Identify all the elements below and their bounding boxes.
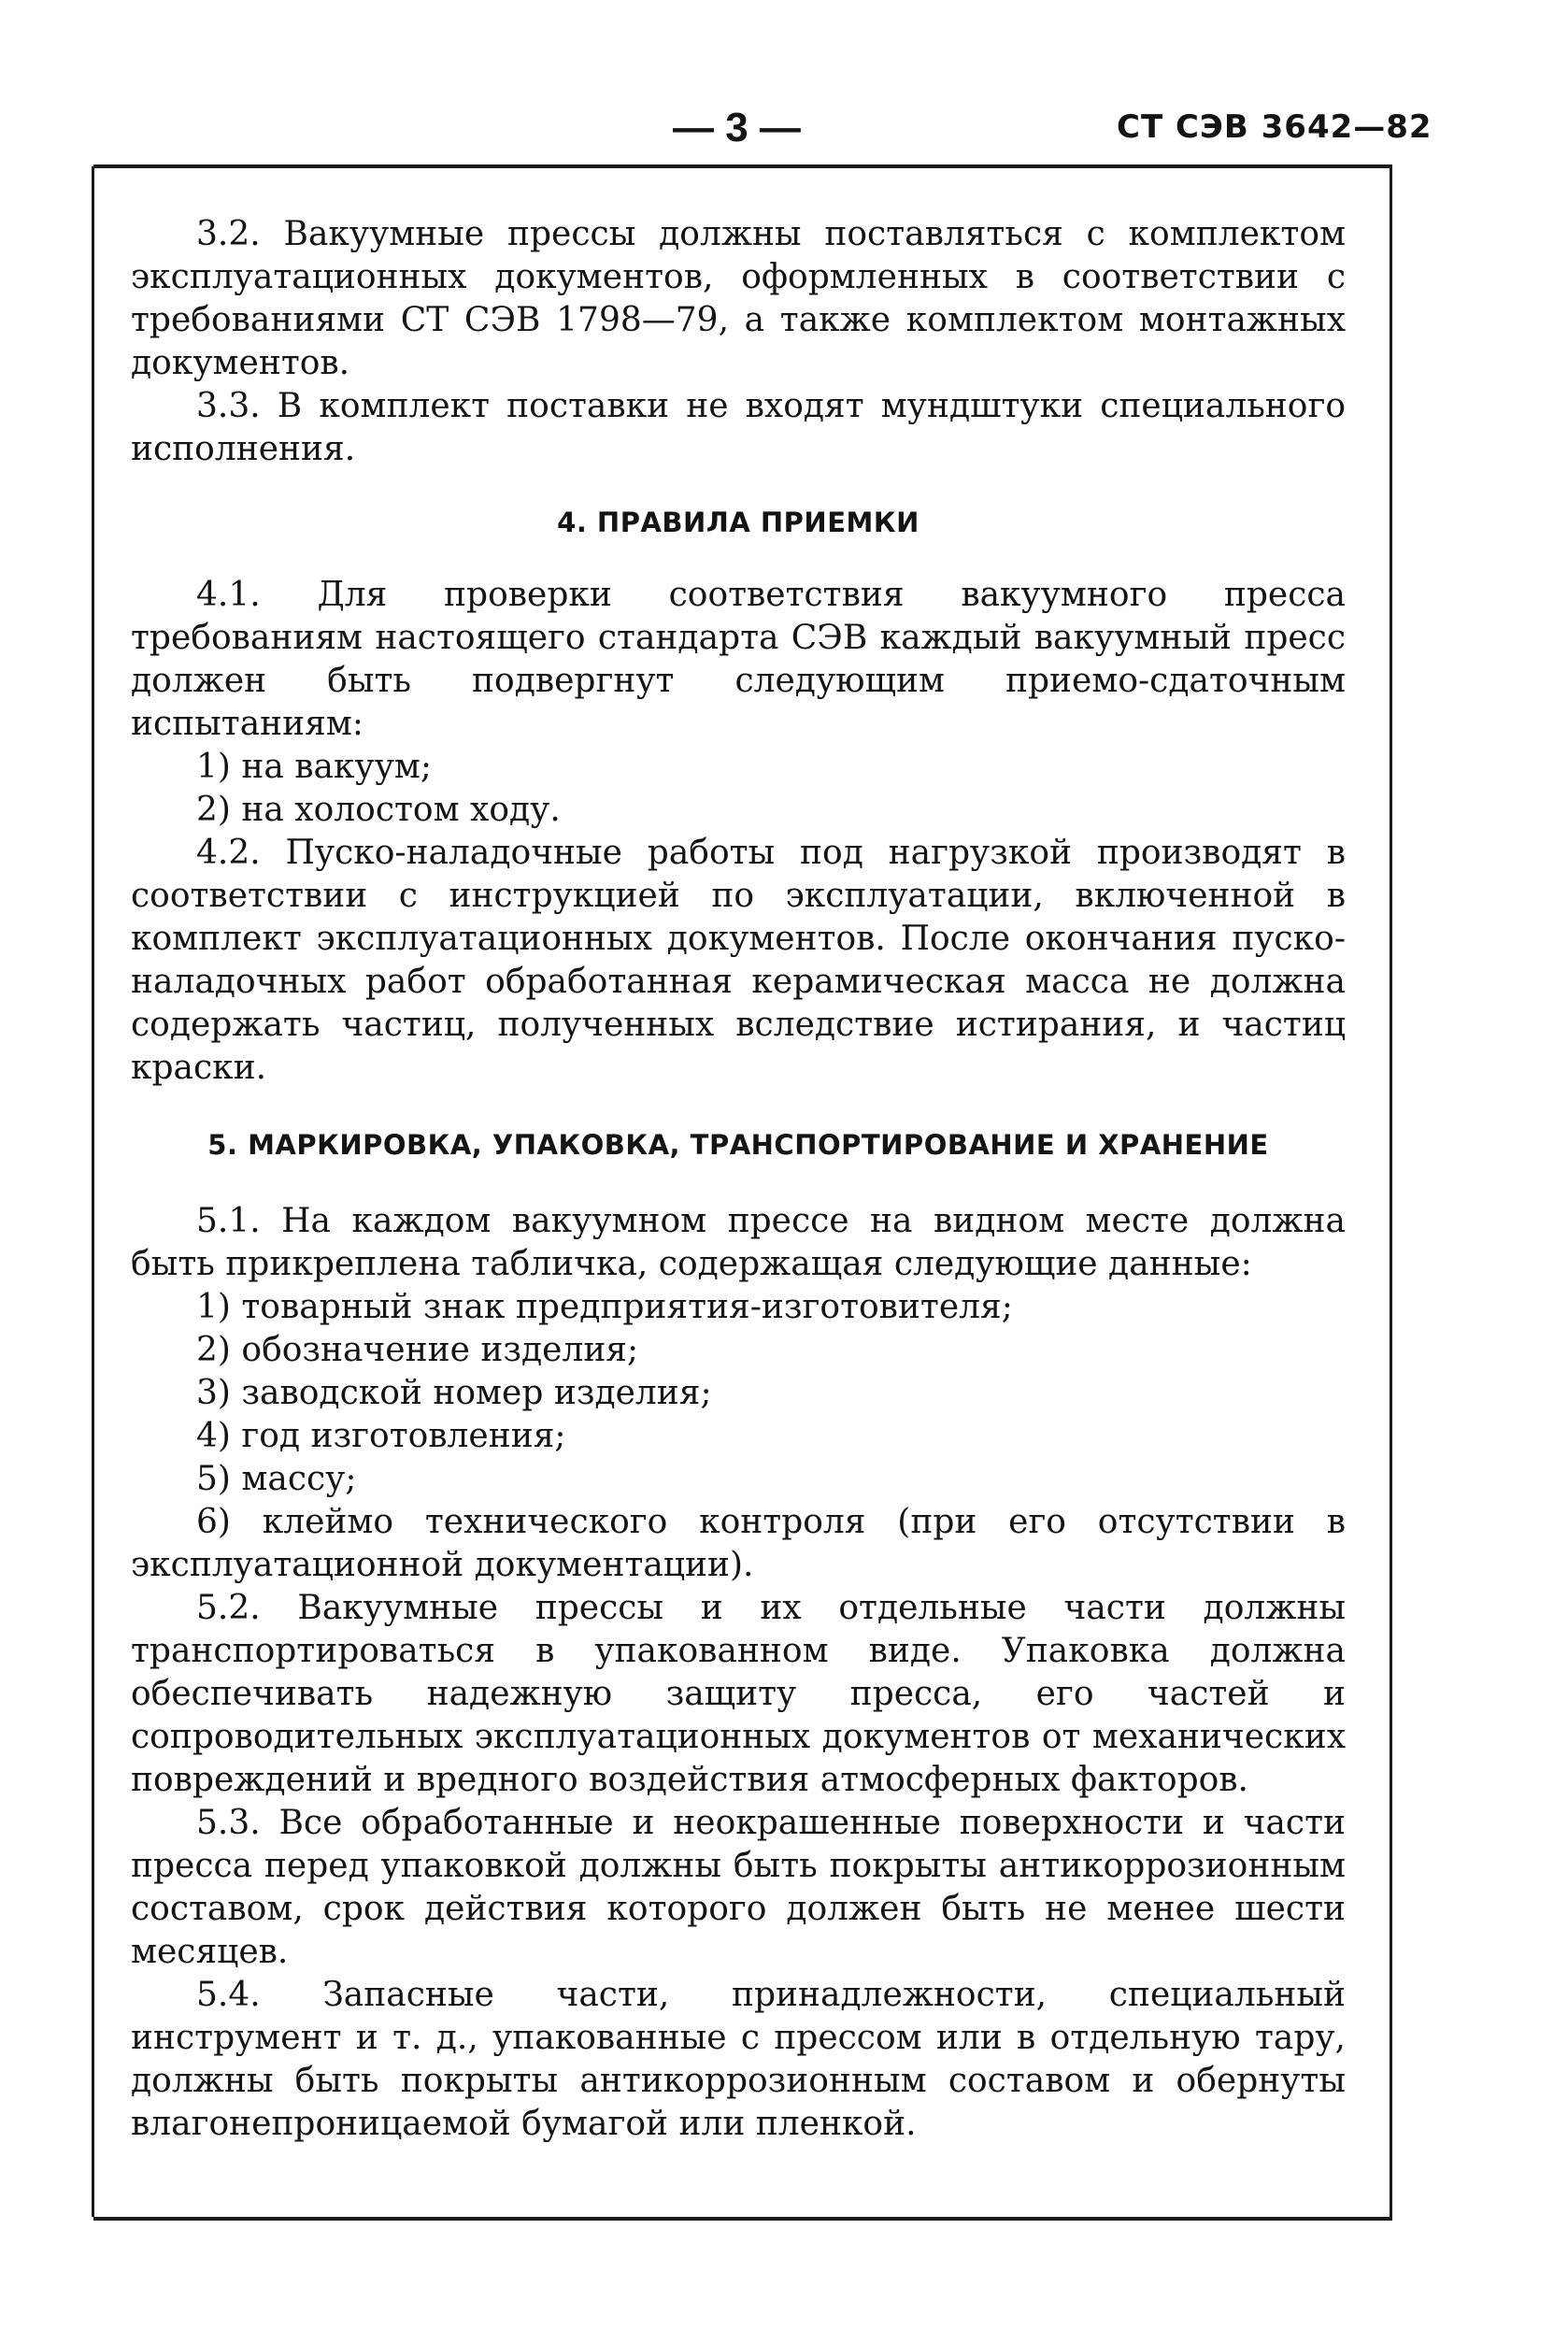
list-item: 2) на холостом ходу. xyxy=(196,791,561,829)
list-item-6: 6) клеймо технического контроля (при его отсутствии в эксплуатационной документации). xyxy=(131,1503,1346,1584)
paragraph-5-3: 5.3. Все обработанные и неокрашенные поверхности и части пресса перед упаковкой должны быть покрыты антикоррозионным составом, срок действия которого должен быть не менее шести месяцев. xyxy=(131,1804,1346,1971)
list-item: 1) на вакуум; xyxy=(196,748,433,786)
paragraph-4-2: 4.2. Пуско-наладочные работы под нагрузкой производят в соответствии с инструкцией по эксплуатации, включенной в комплект эксплуатационных документов. После окончания пуско-наладочных работ обработанная керамическая масса не должна содержать частиц, полученных вследствие истирания, и частиц краски. xyxy=(131,834,1346,1087)
paragraph-5-2: 5.2. Вакуумные прессы и их отдельные части должны транспортироваться в упакованном виде. Упаковка должна обеспечивать надежную защиту пресса, его частей и сопроводительных эксплуатационных документов от механических повреждений и вредного воздействия атмосферных факторов. xyxy=(131,1589,1346,1799)
section-5-heading: 5. МАРКИРОВКА, УПАКОВКА, ТРАНСПОРТИРОВАНИЕ И ХРАНЕНИЕ xyxy=(207,1129,1269,1161)
page-header xyxy=(0,105,1568,161)
paragraph-5-4: 5.4. Запасные части, принадлежности, специальный инструмент и т. д., упакованные с прессом или в отдельную тару, должны быть покрыты антикоррозионным составом и обернуты влагонепроницаемой бумагой или пленкой. xyxy=(131,1976,1346,2143)
list-item: 5) массу; xyxy=(196,1460,357,1498)
list-item: 3) заводской номер изделия; xyxy=(196,1374,712,1412)
paragraph-3-2: 3.2. Вакуумные прессы должны поставляться с комплектом эксплуатационных документов, оформленных в соответствии с требованиями СТ СЭВ 1798—79, а также комплектом монтажных документов. xyxy=(131,215,1346,382)
paragraph-4-1: 4.1. Для проверки соответствия вакуумного пресса требованиям настоящего стандарта СЭВ каждый вакуумный пресс должен быть подвергнут следующим приемо-сдаточным испытаниям: xyxy=(131,576,1346,743)
paragraph-3-3: 3.3. В комплект поставки не входят мундштуки специального исполнения. xyxy=(131,387,1346,468)
list-item: 4) год изготовления; xyxy=(196,1417,566,1455)
section-4-heading: 4. ПРАВИЛА ПРИЕМКИ xyxy=(557,507,919,538)
standard-designation: СТ СЭВ 3642—82 xyxy=(1117,108,1433,146)
bottom-rule xyxy=(93,2217,1392,2221)
paragraph-5-1: 5.1. На каждом вакуумном прессе на видном месте должна быть прикреплена табличка, содержащая следующие данные: xyxy=(131,1202,1346,1283)
list-item: 2) обозначение изделия; xyxy=(196,1331,639,1369)
document-body xyxy=(131,213,1346,2146)
list-item: 1) товарный знак предприятия-изготовителя; xyxy=(196,1288,1013,1326)
page-number: — 3 — xyxy=(673,105,801,150)
